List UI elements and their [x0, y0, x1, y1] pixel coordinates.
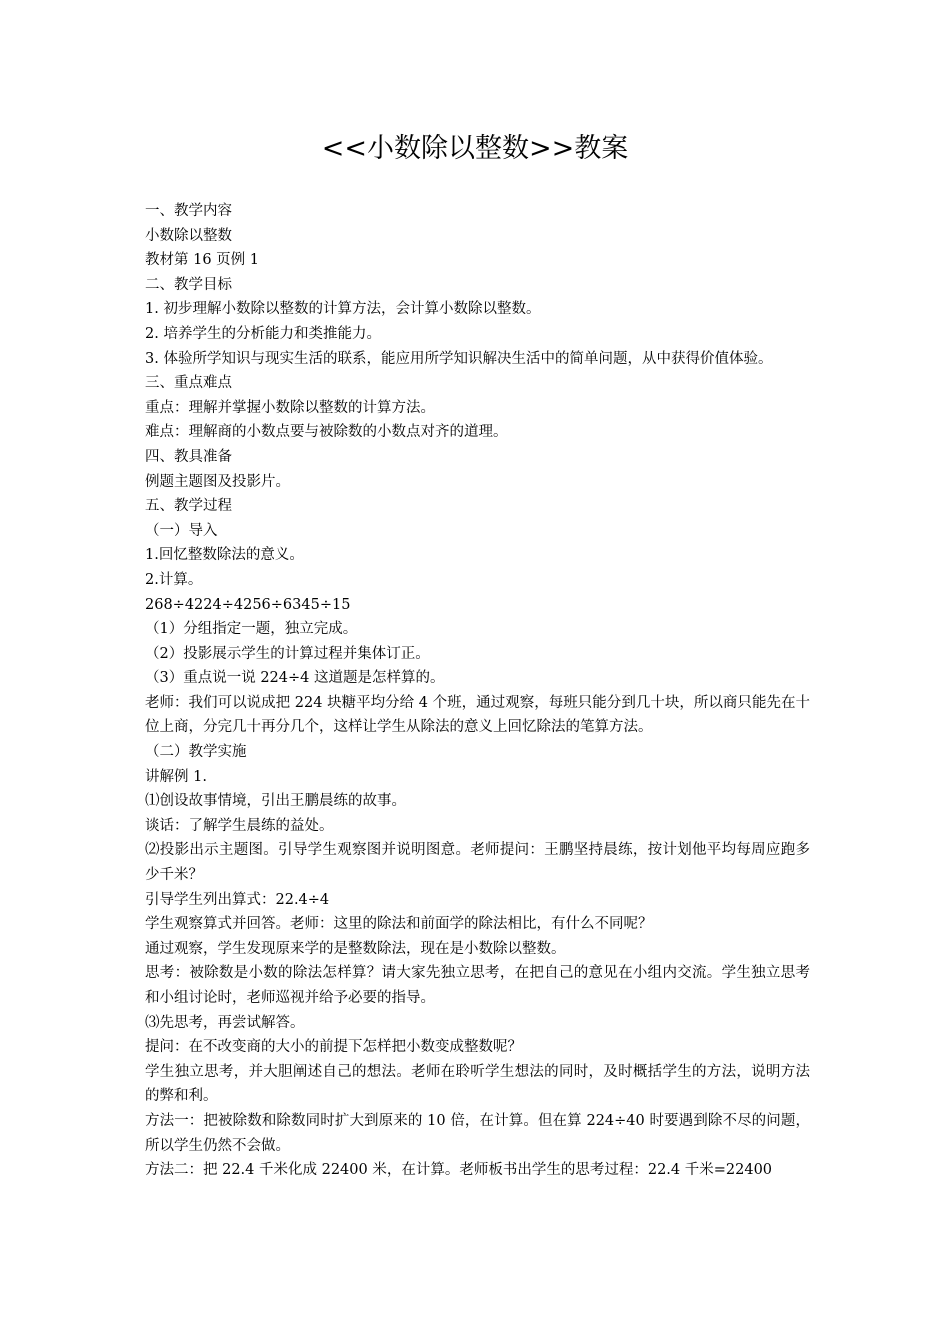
- content-textbook-ref: 教材第 16 页例 1: [145, 252, 260, 269]
- intro-substep-2: （2）投影展示学生的计算过程并集体订正。: [145, 645, 430, 662]
- section-heading-content: 一、教学内容: [145, 203, 232, 219]
- intro-substep-3: （3）重点说一说 224÷4 这道题是怎样算的。: [145, 670, 445, 687]
- section-heading-materials: 四、教具准备: [145, 448, 232, 465]
- content-topic: 小数除以整数: [145, 227, 232, 244]
- formula-step: 引导学生列出算式：22.4÷4: [145, 891, 330, 908]
- question-text: 提问：在不改变商的大小的前提下怎样把小数变成整数呢？: [145, 1039, 522, 1056]
- goal-item-3: 3. 体验所学知识与现实生活的联系，能应用所学知识解决生活中的简单问题，从中获得价值体验。: [145, 350, 773, 367]
- talk-text: 谈话：了解学生晨练的益处。: [145, 817, 334, 834]
- projection-step: ⑵投影出示主题图。引导学生观察图并说明图意。老师提问：王鹏坚持晨练，按计划他平均每周应跑多少千米？: [145, 842, 810, 884]
- section-heading-process: 五、教学过程: [145, 498, 232, 515]
- method-two: 方法二：把 22.4 千米化成 22400 米，在计算。老师板书出学生的思考过程：22.4 千米=22400: [145, 1162, 773, 1179]
- student-thinking-text: 学生独立思考，并大胆阐述自己的想法。老师在聆听学生想法的同时，及时概括学生的方法，说明方法的弊和利。: [145, 1063, 810, 1105]
- key-point: 重点：理解并掌握小数除以整数的计算方法。: [145, 399, 435, 416]
- teacher-remark: 老师：我们可以说成把 224 块糖平均分给 4 个班，通过观察，每班只能分到几十块，所以商只能先在十位上商，分完几十再分几个，这样让学生从除法的意义上回忆除法的笔算方法。: [145, 694, 810, 736]
- subsection-implementation: （二）教学实施: [145, 744, 247, 761]
- goal-item-2: 2. 培养学生的分析能力和类推能力。: [145, 325, 381, 342]
- goal-item-1: 1. 初步理解小数除以整数的计算方法，会计算小数除以整数。: [145, 301, 541, 318]
- document-body: [145, 199, 810, 1183]
- section-heading-goals: 二、教学目标: [145, 276, 232, 293]
- intro-step-2: 2.计算。: [145, 571, 203, 588]
- calculation-list: 268÷4224÷4256÷6345÷15: [145, 596, 351, 613]
- intro-step-1: 1.回忆整数除法的意义。: [145, 547, 304, 564]
- method-one: 方法一：把被除数和除数同时扩大到原来的 10 倍，在计算。但在算 224÷40 时要遇到除不尽的问题，所以学生仍然不会做。: [145, 1112, 810, 1154]
- thinking-text: 思考：被除数是小数的除法怎样算？请大家先独立思考，在把自己的意见在小组内交流。学生独立思考和小组讨论时，老师巡视并给予必要的指导。: [145, 965, 810, 1006]
- difficult-point: 难点：理解商的小数点要与被除数的小数点对齐的道理。: [145, 424, 508, 441]
- try-step: ⑶先思考，再尝试解答。: [145, 1014, 305, 1031]
- materials-text: 例题主题图及投影片。: [145, 473, 290, 490]
- subsection-intro: （一）导入: [145, 522, 218, 539]
- section-heading-key-points: 三、重点难点: [145, 375, 232, 392]
- example-heading: 讲解例 1.: [145, 768, 207, 785]
- intro-substep-1: （1）分组指定一题，独立完成。: [145, 621, 358, 638]
- document-title: <<小数除以整数>>教案: [321, 133, 629, 164]
- observation-text: 学生观察算式并回答。老师：这里的除法和前面学的除法相比，有什么不同呢？: [145, 916, 653, 933]
- story-step: ⑴创设故事情境，引出王鹏晨练的故事。: [145, 793, 406, 810]
- discovery-text: 通过观察，学生发现原来学的是整数除法，现在是小数除以整数。: [145, 940, 566, 957]
